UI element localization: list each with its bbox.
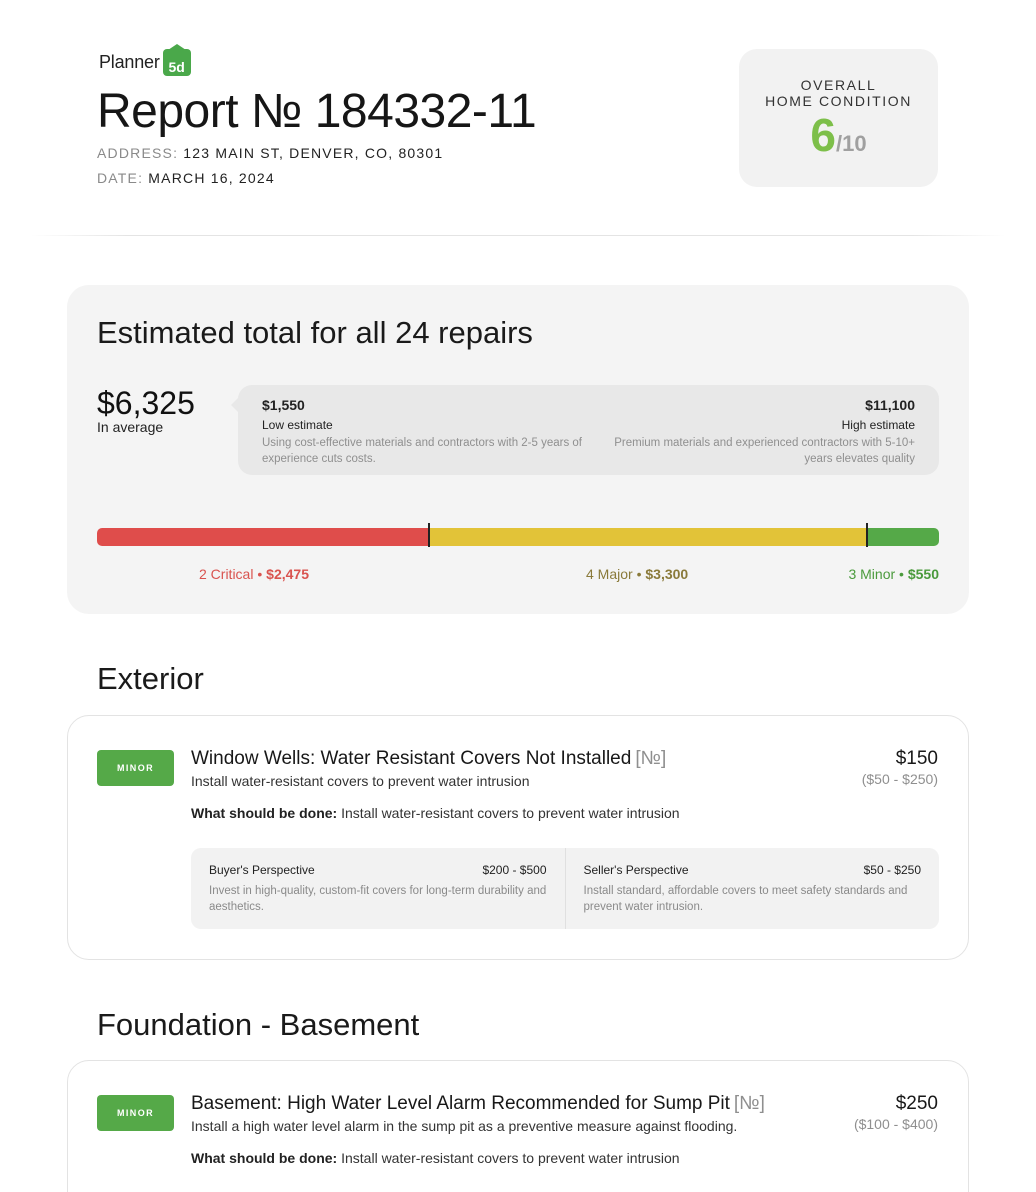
issue-subtitle: Install water-resistant covers to prevent water intrusion — [191, 773, 530, 789]
high-estimate-label: High estimate — [841, 418, 915, 432]
date-value: MARCH 16, 2024 — [148, 170, 275, 186]
severity-segment-critical — [97, 528, 429, 546]
issue-price: $250 — [895, 1093, 938, 1114]
report-title: Report № 184332-11 — [97, 85, 537, 138]
condition-label-line2: HOME CONDITION — [765, 93, 912, 109]
seller-perspective-title: Seller's Perspective — [583, 863, 689, 877]
issue-title — [191, 1093, 765, 1115]
recommendation-label: What should be done: — [191, 805, 338, 821]
buyer-perspective-title: Buyer's Perspective — [209, 863, 315, 877]
section-title-foundation-basement: Foundation - Basement — [97, 1007, 420, 1042]
date-label: DATE: — [97, 170, 144, 186]
severity-label-critical: 2 Critical • $2,475 — [199, 566, 309, 582]
condition-score-value: 6 — [810, 109, 836, 161]
severity-divider-tick — [866, 523, 868, 547]
report-address — [97, 145, 443, 161]
issue-card-window-wells[interactable] — [67, 715, 969, 960]
buyer-perspective-range: $200 - $500 — [482, 863, 547, 877]
minor-count: 3 Minor — [848, 566, 896, 582]
estimate-average-label: In average — [97, 419, 164, 435]
section-title-exterior: Exterior — [97, 661, 204, 696]
issue-reference[interactable]: [№] — [733, 1093, 765, 1114]
low-estimate-description: Using cost-effective materials and contractors with 2-5 years of experience cuts costs. — [262, 437, 583, 465]
condition-label-line1: OVERALL — [800, 77, 877, 93]
seller-perspective-range: $50 - $250 — [863, 863, 921, 877]
seller-perspective — [565, 848, 940, 929]
issue-title-text: Basement: High Water Level Alarm Recommended for Sump Pit — [191, 1093, 730, 1114]
estimate-title: Estimated total for all 24 repairs — [97, 315, 533, 350]
brand-name: Planner — [99, 52, 160, 72]
severity-badge: MINOR — [97, 1095, 174, 1131]
condition-score — [739, 111, 938, 171]
seller-perspective-description: Install standard, affordable covers to meet safety standards and prevent water intrusion. — [583, 885, 908, 913]
home-condition-card — [739, 49, 938, 187]
condition-score-max: /10 — [836, 131, 867, 156]
buyer-perspective — [191, 848, 565, 929]
low-estimate-amount: $1,550 — [262, 397, 305, 413]
planner-logo — [99, 49, 191, 76]
recommendation-label: What should be done: — [191, 1150, 338, 1166]
issue-title-text: Window Wells: Water Resistant Covers Not Installed — [191, 748, 632, 769]
low-estimate-label: Low estimate — [262, 418, 333, 432]
issue-card-sump-pit-alarm[interactable] — [67, 1060, 969, 1192]
issue-reference[interactable]: [№] — [635, 748, 667, 769]
high-estimate — [595, 397, 915, 467]
perspectives-panel — [191, 848, 939, 929]
critical-amount: $2,475 — [266, 566, 309, 582]
issue-price: $150 — [895, 748, 938, 769]
estimate-average: $6,325 — [97, 385, 195, 421]
brand-house-icon — [163, 49, 191, 76]
brand-badge-text: 5d — [168, 59, 185, 75]
high-estimate-description: Premium materials and experienced contractors with 5-10+ years elevates quality — [614, 437, 915, 465]
issue-price-range: ($50 - $250) — [861, 771, 938, 787]
recommendation-text: Install water-resistant covers to prevent water intrusion — [341, 805, 680, 821]
severity-badge: MINOR — [97, 750, 174, 786]
issue-subtitle: Install a high water level alarm in the sump pit as a preventive measure against flooding. — [191, 1118, 738, 1134]
estimate-card — [67, 285, 969, 614]
estimate-range-box — [238, 385, 939, 475]
header-divider — [30, 235, 1006, 236]
high-estimate-amount: $11,100 — [865, 397, 915, 413]
address-label: ADDRESS: — [97, 145, 179, 161]
issue-title — [191, 748, 666, 770]
severity-label-minor: 3 Minor • $550 — [848, 566, 939, 582]
severity-divider-tick — [428, 523, 430, 547]
issue-price-range: ($100 - $400) — [853, 1116, 938, 1132]
severity-segment-minor — [867, 528, 939, 546]
issue-recommendation — [191, 805, 680, 821]
buyer-perspective-description: Invest in high-quality, custom-fit covers for long-term durability and aesthetics. — [209, 885, 547, 913]
issue-recommendation — [191, 1150, 680, 1166]
major-amount: $3,300 — [645, 566, 689, 582]
minor-amount: $550 — [907, 566, 939, 582]
severity-bar — [97, 528, 939, 546]
major-count: 4 Major — [586, 566, 633, 582]
address-value: 123 MAIN ST, DENVER, CO, 80301 — [183, 145, 444, 161]
severity-segment-major — [429, 528, 867, 546]
report-date — [97, 170, 275, 186]
low-estimate — [262, 397, 582, 467]
severity-label-major: 4 Major • $3,300 — [586, 566, 689, 582]
recommendation-text: Install water-resistant covers to prevent water intrusion — [341, 1150, 680, 1166]
critical-count: 2 Critical — [199, 566, 254, 582]
